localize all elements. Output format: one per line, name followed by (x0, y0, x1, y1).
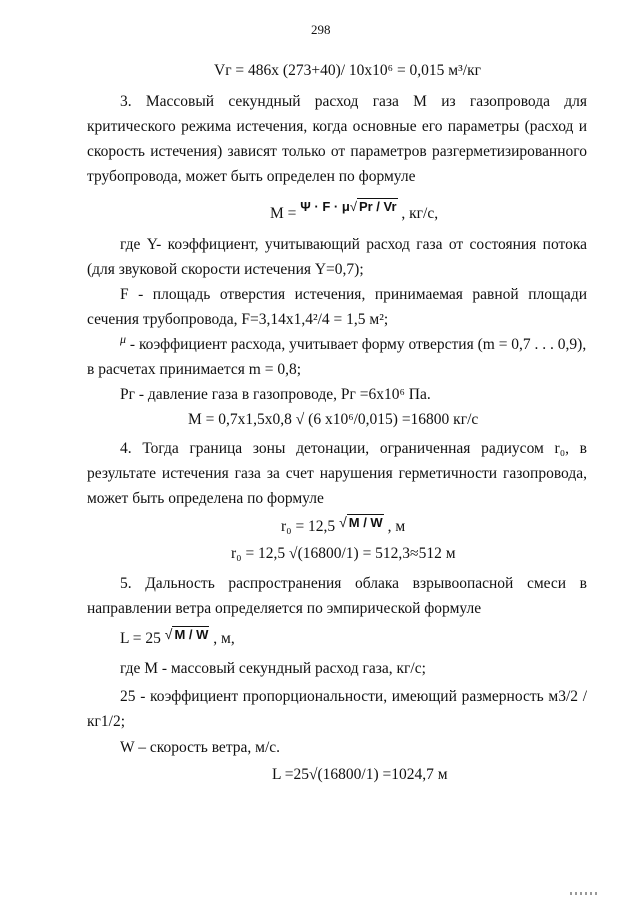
f-definition-line-1: F - площадь отверстия истечения, принимаемая равной площади (120, 286, 587, 303)
pg-definition: Pг - давление газа в газопроводе, Рг =6х10⁶ Па. (120, 386, 431, 403)
paragraph-3-line-4: трубопровода, может быть определен по формуле (87, 168, 416, 185)
sqrt-radical: √ Pr / Vr (349, 199, 397, 214)
paragraph-5-line-1: 5. Дальность распространения облака взрывоопасной смеси в (120, 575, 587, 592)
paragraph-3-line-2: критического режима истечения, когда основные его параметры (расход и (87, 118, 587, 135)
y-definition-line-1: где Y- коэффициент, учитывающий расход газа от состояния потока (120, 236, 587, 253)
l-formula (120, 626, 235, 647)
paragraph-4-line-1: 4. Тогда граница зоны детонации, ограниченная радиусом r₀, в (120, 440, 587, 457)
paragraph-4-line-2: результате истечения газа за счет нарушения герметичности газопровода, (87, 465, 587, 482)
paragraph-3-line-1: 3. Массовый секундный расход газа М из газопровода для (120, 93, 587, 110)
m-definition: где М - массовый секундный расход газа, кг/с; (120, 660, 426, 677)
scan-artifact (570, 892, 600, 895)
vr-formula: Vг = 486х (273+40)/ 10х10⁶ = 0,015 м³/кг (214, 62, 481, 79)
formula-lhs: M = (270, 205, 297, 222)
sqrt-radical: √ M / W (164, 626, 209, 642)
w-definition: W – скорость ветра, м/с. (120, 739, 281, 756)
y-definition-line-2: (для звуковой скорости истечения Y=0,7); (87, 261, 364, 278)
r0-root-content: M / W (348, 515, 383, 530)
formula-numerator: Ψ · F · μ (300, 199, 350, 214)
page-number: 298 (311, 22, 331, 37)
mass-flow-formula (270, 198, 439, 222)
l-calculation: L =25√(16800/1) =1024,7 м (272, 766, 448, 783)
k-definition-line-2: кг1/2; (87, 713, 126, 730)
k-definition-line-1: 25 - коэффициент пропорциональности, имеющий размерность м3/2 / (120, 688, 587, 705)
mass-flow-calculation: М = 0,7х1,5х0,8 √ (6 х10⁶/0,015) =16800 кг/с (188, 411, 479, 428)
l-formula-lhs: L = 25 (120, 630, 161, 647)
mu-symbol: μ (120, 332, 127, 346)
r0-formula-unit: , м (387, 518, 406, 535)
l-root-content: M / W (174, 627, 209, 642)
formula-unit: , кг/с, (401, 205, 439, 222)
mu-definition-line-2: в расчетах принимается m = 0,8; (87, 361, 302, 378)
paragraph-4-line-3: может быть определена по формуле (87, 490, 324, 507)
sqrt-radical: √ M / W (339, 514, 383, 530)
r0-calculation: r₀ = 12,5 √(16800/1) = 512,3≈512 м (231, 545, 456, 562)
paragraph-3-line-3: скорость истечения) зависят только от параметров разгерметизированного (87, 143, 587, 160)
mu-definition-line-1: $^\mu$ - коэффициент расхода, учитывает форму отверстия (m = 0,7 . . . 0,9), (120, 332, 587, 353)
paragraph-5-line-2: направлении ветра определяется по эмпирической формуле (87, 600, 482, 617)
r0-formula (281, 514, 406, 535)
r0-formula-lhs: r₀ = 12,5 (281, 518, 336, 535)
l-formula-unit: , м, (213, 630, 235, 647)
f-definition-line-2: сечения трубопровода, F=3,14х1,4²/4 = 1,5 м²; (87, 311, 389, 328)
formula-root-content: Pr / Vr (358, 199, 397, 214)
